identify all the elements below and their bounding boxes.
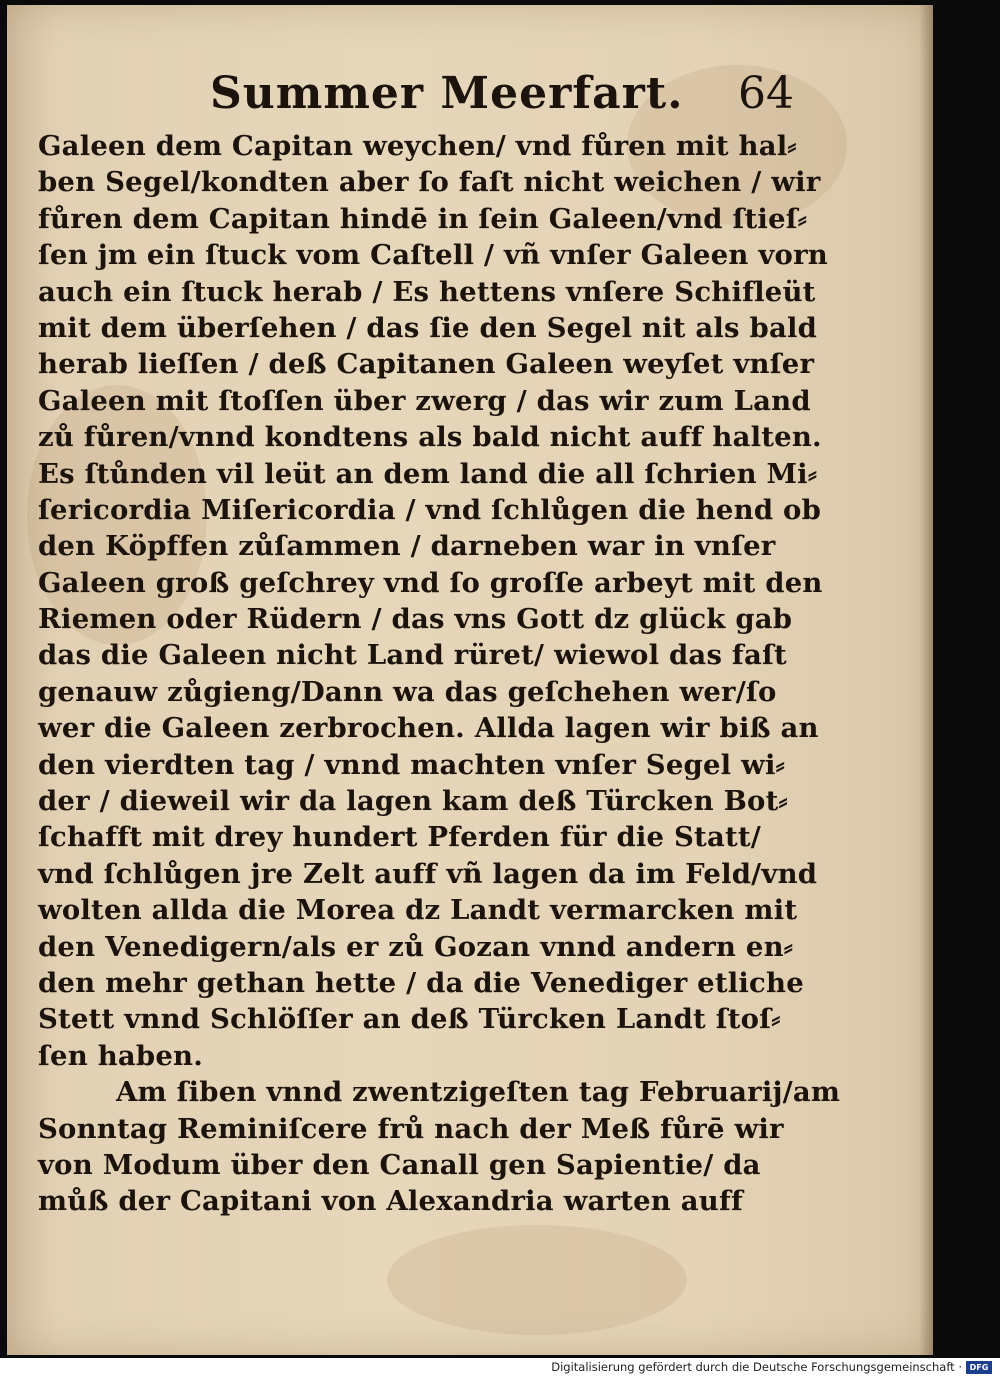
- text-line: zů fůren/vnnd kondtens als bald nicht auff halten.: [38, 421, 822, 454]
- running-title: Summer Meerfart.: [210, 68, 684, 119]
- paper-stain: [387, 1225, 687, 1335]
- text-line: Am ſiben vnnd zwentzigeſten tag Februarij/am: [116, 1076, 841, 1109]
- text-line: Sonntag Reminiſcere frů nach der Meß fůrē wir: [38, 1112, 784, 1145]
- funding-credit: Digitalisierung gefördert durch die Deutsche Forschungsgemeinschaft ·: [551, 1360, 962, 1374]
- text-line: Riemen oder Rüdern / das vns Gott dz glück gab: [38, 603, 793, 636]
- text-line: von Modum über den Canall gen Sapientie/ da: [38, 1148, 761, 1181]
- text-line: den mehr gethan hette / da die Venediger etliche: [38, 966, 804, 999]
- text-line: můß der Capitani von Alexandria warten auff: [38, 1185, 744, 1218]
- body-text: [38, 128, 841, 1220]
- text-line: vnd ſchlůgen jre Zelt auff vñ lagen da im Feld/vnd: [38, 857, 818, 890]
- text-line: ſchafft mit drey hundert Pferden für die Statt/: [38, 821, 762, 854]
- page-edge-shadow: [919, 5, 933, 1355]
- page-number: 64: [738, 68, 794, 119]
- text-line: ſen haben.: [38, 1039, 203, 1072]
- text-line: ſericordia Miſericordia / vnd ſchlůgen die hend ob: [38, 493, 821, 526]
- text-line: das die Galeen nicht Land rüret/ wiewol das faſt: [38, 639, 787, 672]
- text-line: herab lieſſen / deß Capitanen Galeen weyſet vnſer: [38, 348, 815, 381]
- text-line: den Köpffen zůſammen / darneben war in vnſer: [38, 530, 776, 563]
- text-line: Galeen groß geſchrey vnd ſo groſſe arbeyt mit den: [38, 566, 823, 599]
- text-line: Galeen dem Capitan weychen/ vnd fůren mit hal⸗: [38, 130, 797, 162]
- text-line: der / dieweil wir da lagen kam deß Türcken Bot⸗: [38, 785, 788, 818]
- text-line: wolten allda die Morea dz Landt vermarcken mit: [38, 894, 798, 927]
- text-line: den Venedigern/als er zů Gozan vnnd andern en⸗: [38, 930, 794, 963]
- text-line: wer die Galeen zerbrochen. Allda lagen wir biß an: [38, 712, 819, 745]
- text-line: Galeen mit ſtoſſen über zwerg / das wir zum Land: [38, 384, 811, 417]
- text-line: fůren dem Capitan hindē in ſein Galeen/vnd ſtieſ⸗: [38, 202, 808, 235]
- text-line: auch ein ſtuck herab / Es hettens vnſere Schifleüt: [38, 275, 816, 308]
- page-header: [210, 68, 830, 128]
- text-line: mit dem überſehen / das ſie den Segel nit als bald: [38, 311, 818, 344]
- text-line: den vierdten tag / vnnd machten vnſer Segel wi⸗: [38, 748, 785, 781]
- text-line: Es ſtůnden vil leüt an dem land die all ſchrien Mi⸗: [38, 457, 818, 490]
- footer-bar: [0, 1358, 1000, 1378]
- text-line: ben Segel/kondten aber ſo faſt nicht weichen / wir: [38, 166, 821, 199]
- text-line: genauw zůgieng/Dann wa das geſchehen wer/ſo: [38, 675, 777, 708]
- text-line: Stett vnnd Schlöſſer an deß Türcken Landt ſtoſ⸗: [38, 1003, 781, 1036]
- text-line: ſen jm ein ſtuck vom Caſtell / vñ vnſer Galeen vorn: [38, 239, 828, 272]
- dfg-logo: DFG: [966, 1361, 992, 1374]
